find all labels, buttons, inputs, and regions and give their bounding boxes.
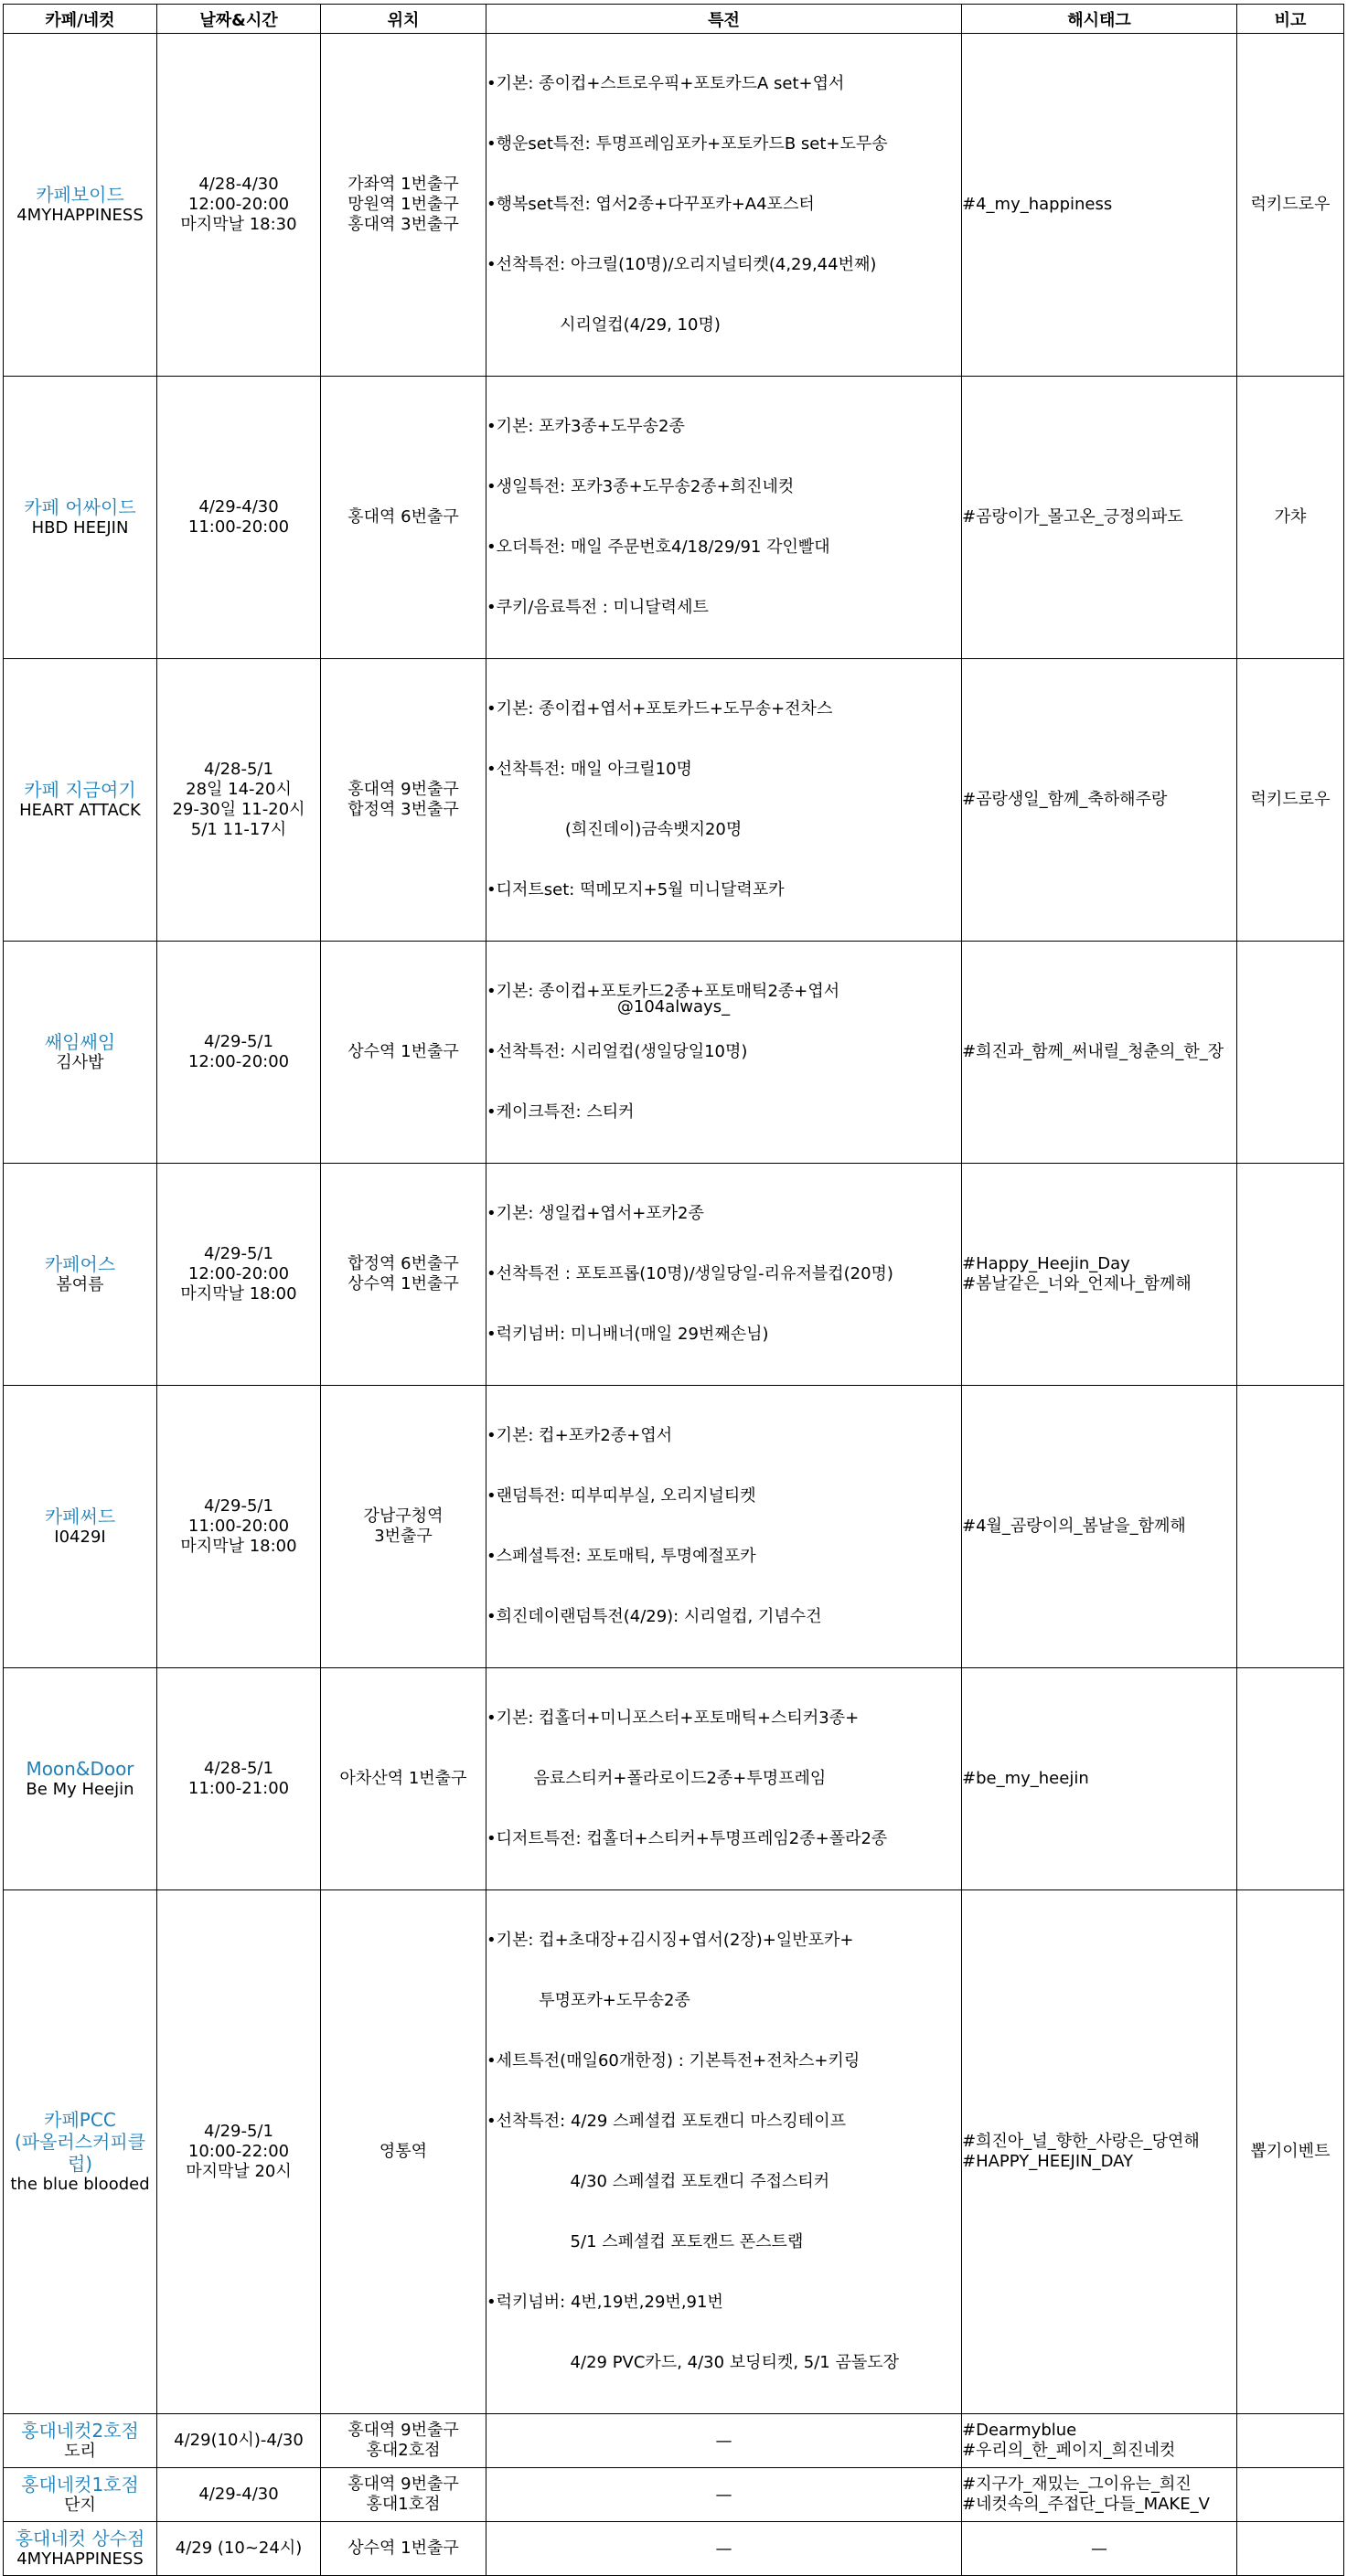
perk-line: •케이크특전: 스티커 xyxy=(486,1102,635,1122)
hashtag-cell: #Happy_Heejin_Day #봄날같은_너와_언제나_함께해 xyxy=(962,1164,1237,1386)
perk-line: •기본: 종이컵+포토카드2종+포토매틱2종+엽서 xyxy=(486,982,840,1001)
cafe-cell xyxy=(4,1890,157,2414)
table-row xyxy=(4,1668,1344,1890)
datetime-cell: 4/29-4/30 xyxy=(157,2468,321,2522)
datetime-cell: 4/29-5/1 11:00-20:00 마지막날 18:00 xyxy=(157,1386,321,1668)
hashtag-empty-dash: — xyxy=(962,2522,1237,2576)
table-row xyxy=(4,2414,1344,2468)
perk-line: •기본: 종이컵+스트로우픽+포토카드A set+엽서 xyxy=(486,74,845,93)
perks-cell xyxy=(486,942,962,1164)
table-row xyxy=(4,2468,1344,2522)
table-row xyxy=(4,942,1344,1164)
perk-line: 투명포카+도무송2종 xyxy=(486,1991,690,2010)
cafe-cell xyxy=(4,2522,157,2576)
hashtag-cell: #곰랑생일_함께_축하해주랑 xyxy=(962,659,1237,942)
perk-line: •기본: 컵+포카2종+엽서 xyxy=(486,1426,673,1445)
datetime-cell: 4/29 (10~24시) xyxy=(157,2522,321,2576)
perk-line: •기본: 생일컵+엽서+포카2종 xyxy=(486,1204,704,1223)
table-row xyxy=(4,1386,1344,1668)
location-cell: 합정역 6번출구 상수역 1번출구 xyxy=(321,1164,486,1386)
perks-cell xyxy=(486,377,962,659)
perks-empty-dash: — xyxy=(486,2522,962,2576)
note-cell xyxy=(1237,1668,1344,1890)
cafe-name: Moon&Door xyxy=(26,1758,134,1780)
location-cell: 상수역 1번출구 xyxy=(321,2522,486,2576)
cafe-event: 김사밥 xyxy=(56,1053,104,1072)
table-row xyxy=(4,1890,1344,2414)
perks-cell xyxy=(486,1164,962,1386)
note-cell: 럭키드로우 xyxy=(1237,659,1344,942)
header-note: 비고 xyxy=(1237,5,1344,34)
cafe-cell xyxy=(4,2414,157,2468)
cafe-event: HBD HEEJIN xyxy=(31,518,129,538)
cafe-cell xyxy=(4,1164,157,1386)
cafe-cell xyxy=(4,942,157,1164)
cafe-cell xyxy=(4,1668,157,1890)
perks-cell xyxy=(486,34,962,377)
perk-line: •스페셜특전: 포토매틱, 투명예절포카 xyxy=(486,1547,756,1566)
perk-line: •럭키넘버: 미니배너(매일 29번째손님) xyxy=(486,1325,769,1344)
cafe-cell xyxy=(4,377,157,659)
credit-handle: @104always_ xyxy=(616,997,731,1017)
perk-line: •행운set특전: 투명프레임포카+포토카드B set+도무송 xyxy=(486,134,888,154)
perk-line: •기본: 컵+초대장+김시징+엽서(2장)+일반포카+ xyxy=(486,1931,854,1950)
cafe-event: I0429I xyxy=(54,1528,106,1547)
perk-line: •선착특전: 매일 아크릴10명 xyxy=(486,760,692,779)
hashtag-cell: #4_my_happiness xyxy=(962,34,1237,377)
cafe-name: 카페써드 xyxy=(44,1506,116,1528)
location-cell: 홍대역 9번출구 홍대2호점 xyxy=(321,2414,486,2468)
datetime-cell: 4/29-4/30 11:00-20:00 xyxy=(157,377,321,659)
header-perks: 특전 xyxy=(486,5,962,34)
perk-line: •기본: 컵홀더+미니포스터+포토매틱+스티커3종+ xyxy=(486,1708,860,1728)
cafe-event: 4MYHAPPINESS xyxy=(16,206,144,225)
perk-line: 시리얼컵(4/29, 10명) xyxy=(486,315,721,335)
perk-line: 음료스티커+폴라로이드2종+투명프레임 xyxy=(486,1769,827,1788)
cafe-name: 쌔임쌔임 xyxy=(44,1031,116,1053)
perk-line: 5/1 스페셜컵 포토캔드 폰스트랩 xyxy=(486,2232,804,2251)
perk-line: •행복set특전: 엽서2종+다꾸포카+A4포스터 xyxy=(486,195,815,214)
datetime-cell: 4/28-5/1 28일 14-20시 29-30일 11-20시 5/1 11-17시 xyxy=(157,659,321,942)
header-location: 위치 xyxy=(321,5,486,34)
hashtag-cell: #지구가_재밌는_그이유는_희진 #네컷속의_주접단_다들_MAKE_V xyxy=(962,2468,1237,2522)
cafe-name: 홍대네컷 상수점 xyxy=(15,2528,145,2549)
cafe-cell xyxy=(4,34,157,377)
perks-cell xyxy=(486,659,962,942)
perk-line: •선착특전: 시리얼컵(생일당일10명) xyxy=(486,1042,748,1061)
table-row xyxy=(4,34,1344,377)
note-cell xyxy=(1237,2414,1344,2468)
perk-line: •럭키넘버: 4번,19번,29번,91번 xyxy=(486,2293,723,2312)
hashtag-cell: #희진아_널_향한_사랑은_당연해 #HAPPY_HEEJIN_DAY xyxy=(962,1890,1237,2414)
perk-line: •생일특전: 포카3종+도무송2종+희진네컷 xyxy=(486,477,795,496)
header-cafe: 카페/네컷 xyxy=(4,5,157,34)
note-cell: 럭키드로우 xyxy=(1237,34,1344,377)
cafe-event: Be My Heejin xyxy=(26,1780,134,1799)
perk-line: •기본: 포카3종+도무송2종 xyxy=(486,417,685,436)
hashtag-cell: #be_my_heejin xyxy=(962,1668,1237,1890)
perk-line: •디저트특전: 컵홀더+스티커+투명프레임2종+폴라2종 xyxy=(486,1829,888,1848)
cafe-cell xyxy=(4,1386,157,1668)
cafe-event: 단지 xyxy=(64,2496,96,2515)
header-row xyxy=(4,5,1344,34)
cafe-name: 카페 지금여기 xyxy=(24,779,136,801)
perks-cell xyxy=(486,1890,962,2414)
note-cell xyxy=(1237,1164,1344,1386)
perks-cell xyxy=(486,1668,962,1890)
location-cell: 홍대역 9번출구 합정역 3번출구 xyxy=(321,659,486,942)
datetime-cell: 4/29-5/1 12:00-20:00 마지막날 18:00 xyxy=(157,1164,321,1386)
cafe-cell xyxy=(4,659,157,942)
cafe-name: 카페PCC (파올러스커피클럽) xyxy=(14,2109,146,2175)
cafe-name: 홍대네컷2호점 xyxy=(21,2420,139,2442)
table-row xyxy=(4,2522,1344,2576)
perk-line: •선착특전: 4/29 스페셜컵 포토캔디 마스킹테이프 xyxy=(486,2112,846,2131)
note-cell: 뽑기이벤트 xyxy=(1237,1890,1344,2414)
table-row xyxy=(4,377,1344,659)
perk-line: •선착특전: 아크릴(10명)/오리지널티켓(4,29,44번째) xyxy=(486,255,877,274)
table-row xyxy=(4,1164,1344,1386)
cafe-name: 홍대네컷1호점 xyxy=(21,2474,139,2496)
note-cell xyxy=(1237,942,1344,1164)
cafe-event: 봄여름 xyxy=(56,1275,104,1294)
perk-line: (희진데이)금속뱃지20명 xyxy=(486,820,743,839)
cafe-event: 도리 xyxy=(64,2442,96,2461)
header-datetime: 날짜&시간 xyxy=(157,5,321,34)
perk-line: 4/29 PVC카드, 4/30 보딩티켓, 5/1 곰돌도장 xyxy=(486,2353,900,2372)
cafe-event: HEART ATTACK xyxy=(19,801,141,820)
header-hashtags: 해시태그 xyxy=(962,5,1237,34)
datetime-cell: 4/28-4/30 12:00-20:00 마지막날 18:30 xyxy=(157,34,321,377)
location-cell: 홍대역 9번출구 홍대1호점 xyxy=(321,2468,486,2522)
hashtag-cell: #희진과_함께_써내릴_청춘의_한_장 xyxy=(962,942,1237,1164)
cafe-name: 카페어스 xyxy=(44,1253,116,1275)
note-cell: 가챠 xyxy=(1237,377,1344,659)
cafe-name: 카페보이드 xyxy=(36,184,124,206)
perk-line: •세트특전(매일60개한정) : 기본특전+전차스+키링 xyxy=(486,2051,861,2070)
event-table xyxy=(3,4,1344,2576)
location-cell: 영통역 xyxy=(321,1890,486,2414)
note-cell xyxy=(1237,1386,1344,1668)
datetime-cell: 4/29-5/1 10:00-22:00 마지막날 20시 xyxy=(157,1890,321,2414)
perk-line: 4/30 스페셜컵 포토캔디 주접스티커 xyxy=(486,2172,830,2191)
cafe-event: the blue blooded xyxy=(10,2175,150,2194)
perks-empty-dash: — xyxy=(486,2414,962,2468)
datetime-cell: 4/29-5/1 12:00-20:00 xyxy=(157,942,321,1164)
datetime-cell: 4/28-5/1 11:00-21:00 xyxy=(157,1668,321,1890)
location-cell: 아차산역 1번출구 xyxy=(321,1668,486,1890)
note-cell xyxy=(1237,2468,1344,2522)
cafe-name: 카페 어싸이드 xyxy=(24,496,136,518)
perk-line: •디저트set: 떡메모지+5월 미니달력포카 xyxy=(486,880,785,899)
perk-line: •랜덤특전: 띠부띠부실, 오리지널티켓 xyxy=(486,1486,756,1506)
perk-line: •선착특전 : 포토프롭(10명)/생일당일-리유저블컵(20명) xyxy=(486,1264,893,1283)
perk-line: •오더특전: 매일 주문번호4/18/29/91 각인빨대 xyxy=(486,538,830,557)
perk-line: •쿠키/음료특전 : 미니달력세트 xyxy=(486,598,709,617)
note-cell xyxy=(1237,2522,1344,2576)
perk-line: •기본: 종이컵+엽서+포토카드+도무송+전차스 xyxy=(486,699,833,719)
table-row xyxy=(4,659,1344,942)
location-cell: 가좌역 1번출구 망원역 1번출구 홍대역 3번출구 xyxy=(321,34,486,377)
cafe-cell xyxy=(4,2468,157,2522)
perk-line: •희진데이랜덤특전(4/29): 시리얼컵, 기념수건 xyxy=(486,1607,822,1626)
location-cell: 홍대역 6번출구 xyxy=(321,377,486,659)
cafe-event: 4MYHAPPINESS xyxy=(16,2549,144,2569)
datetime-cell: 4/29(10시)-4/30 xyxy=(157,2414,321,2468)
hashtag-cell: #곰랑이가_몰고온_긍정의파도 xyxy=(962,377,1237,659)
location-cell: 상수역 1번출구 xyxy=(321,942,486,1164)
perks-empty-dash: — xyxy=(486,2468,962,2522)
hashtag-cell: #4월_곰랑이의_봄날을_함께해 xyxy=(962,1386,1237,1668)
hashtag-cell: #Dearmyblue #우리의_한_페이지_희진네컷 xyxy=(962,2414,1237,2468)
perks-cell xyxy=(486,1386,962,1668)
location-cell: 강남구청역 3번출구 xyxy=(321,1386,486,1668)
